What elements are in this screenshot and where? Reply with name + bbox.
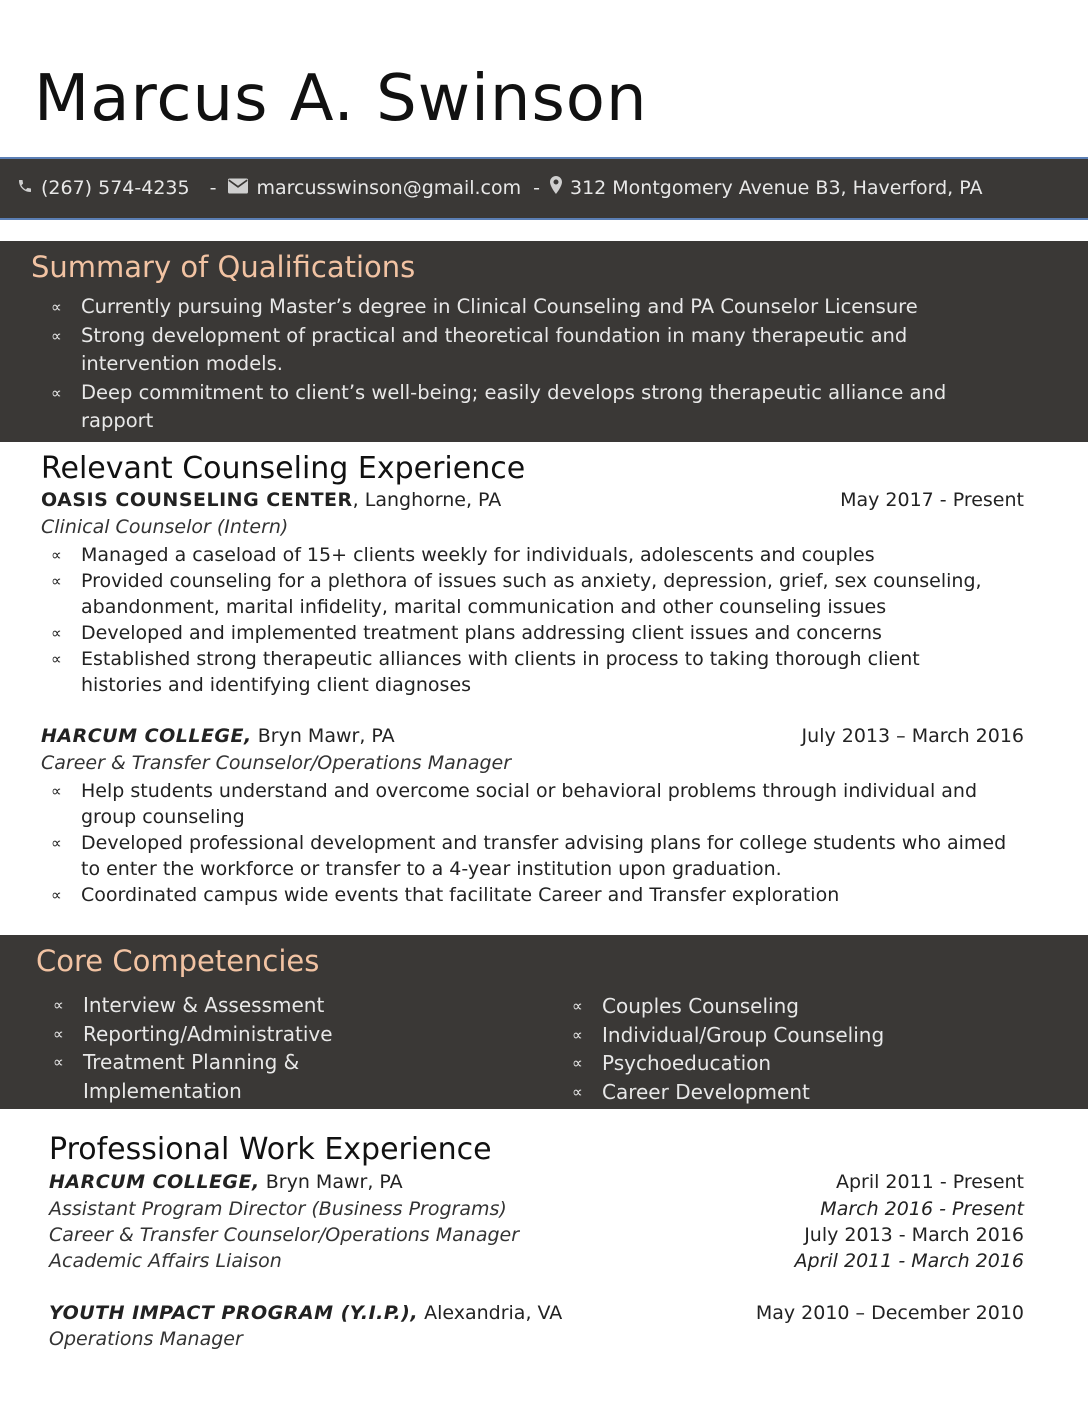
job-role: Clinical Counselor (Intern) (41, 516, 289, 538)
summary-title: Summary of Qualifications (31, 250, 416, 284)
contact-row (17, 176, 982, 199)
job-header (49, 1171, 403, 1193)
employer-location: Bryn Mawr, PA (251, 725, 395, 747)
list-item: ∝ Couples Counseling (563, 992, 983, 1021)
competencies-left-list (44, 991, 354, 1105)
employer-name: HARCUM COLLEGE, (41, 725, 252, 747)
job-role: Career & Transfer Counselor/Operations Manager (49, 1224, 520, 1246)
phone-icon (17, 177, 33, 199)
contact-bar (0, 157, 1088, 220)
job-header (41, 489, 501, 511)
list-item: ∝ Coordinated campus wide events that facilitate Career and Transfer exploration (42, 882, 1022, 908)
employer-name: HARCUM COLLEGE, (49, 1171, 260, 1193)
email-address[interactable]: marcusswinson@gmail.com (256, 176, 522, 199)
employer-name: OASIS COUNSELING CENTER (41, 489, 353, 511)
street-address: 312 Montgomery Avenue B3, Haverford, PA (569, 176, 983, 199)
resume-name: Marcus A. Swinson (34, 62, 648, 136)
employer-location: Alexandria, VA (418, 1302, 563, 1324)
list-item: ∝ Strong development of practical and theoretical foundation in many therapeutic and intervention models. (42, 322, 1002, 379)
envelope-icon (228, 177, 248, 199)
list-item: ∝ Help students understand and overcome social or behavioral problems through individual and group counseling (42, 778, 1022, 830)
job-role: Operations Manager (49, 1328, 243, 1350)
job-dates: May 2010 – December 2010 (755, 1302, 1024, 1324)
list-item: ∝ Managed a caseload of 15+ clients weekly for individuals, adolescents and couples (42, 542, 1022, 568)
job-duties-list (42, 778, 1022, 908)
list-item: ∝ Career Development (563, 1078, 983, 1107)
list-item: ∝ Developed professional development and transfer advising plans for college students who aimed to enter the workforce or transfer to a 4-year institution upon graduation. (42, 830, 1022, 882)
job-role: Assistant Program Director (Business Programs) (49, 1198, 507, 1220)
competencies-right-list (563, 992, 983, 1106)
list-item: ∝ Interview & Assessment (44, 991, 354, 1020)
list-item: ∝ Established strong therapeutic alliances with clients in process to taking thorough client histories and identifying client diagnoses (42, 646, 1022, 698)
list-item: ∝ Psychoeducation (563, 1049, 983, 1078)
employer-location: Bryn Mawr, PA (259, 1171, 403, 1193)
job-duties-list (42, 542, 1022, 698)
professional-experience-title: Professional Work Experience (49, 1132, 492, 1167)
job-dates: July 2013 – March 2016 (801, 725, 1024, 747)
phone-number: (267) 574-4235 (41, 176, 190, 199)
list-item: ∝ Reporting/Administrative (44, 1020, 354, 1049)
job-role: Academic Affairs Liaison (49, 1250, 282, 1272)
employer-location: , Langhorne, PA (352, 489, 502, 511)
relevant-experience-title: Relevant Counseling Experience (41, 451, 526, 486)
list-item: ∝ Individual/Group Counseling (563, 1021, 983, 1050)
map-pin-icon (550, 176, 562, 199)
competencies-title: Core Competencies (36, 944, 320, 978)
contact-separator: - (533, 176, 540, 199)
list-item: ∝ Currently pursuing Master’s degree in Clinical Counseling and PA Counselor Licensure (42, 293, 1002, 322)
role-dates: April 2011 - March 2016 (794, 1250, 1024, 1272)
job-dates: May 2017 - Present (840, 489, 1024, 511)
contact-separator: - (209, 176, 217, 199)
role-dates: March 2016 - Present (820, 1198, 1024, 1220)
employer-name: YOUTH IMPACT PROGRAM (Y.I.P.), (49, 1302, 419, 1324)
list-item: ∝ Treatment Planning & Implementation (44, 1048, 354, 1105)
job-header (49, 1302, 562, 1324)
list-item: ∝ Provided counseling for a plethora of issues such as anxiety, depression, grief, sex counseling, abandonment, marital infidelity, marital communication and other counseling issues (42, 568, 1022, 620)
job-role: Career & Transfer Counselor/Operations Manager (41, 752, 512, 774)
summary-list (42, 293, 1002, 436)
list-item: ∝ Deep commitment to client’s well-being; easily develops strong therapeutic alliance and rapport (42, 379, 1002, 436)
role-dates: July 2013 - March 2016 (804, 1224, 1024, 1246)
job-header (41, 725, 395, 747)
list-item: ∝ Developed and implemented treatment plans addressing client issues and concerns (42, 620, 1022, 646)
job-dates: April 2011 - Present (835, 1171, 1024, 1193)
